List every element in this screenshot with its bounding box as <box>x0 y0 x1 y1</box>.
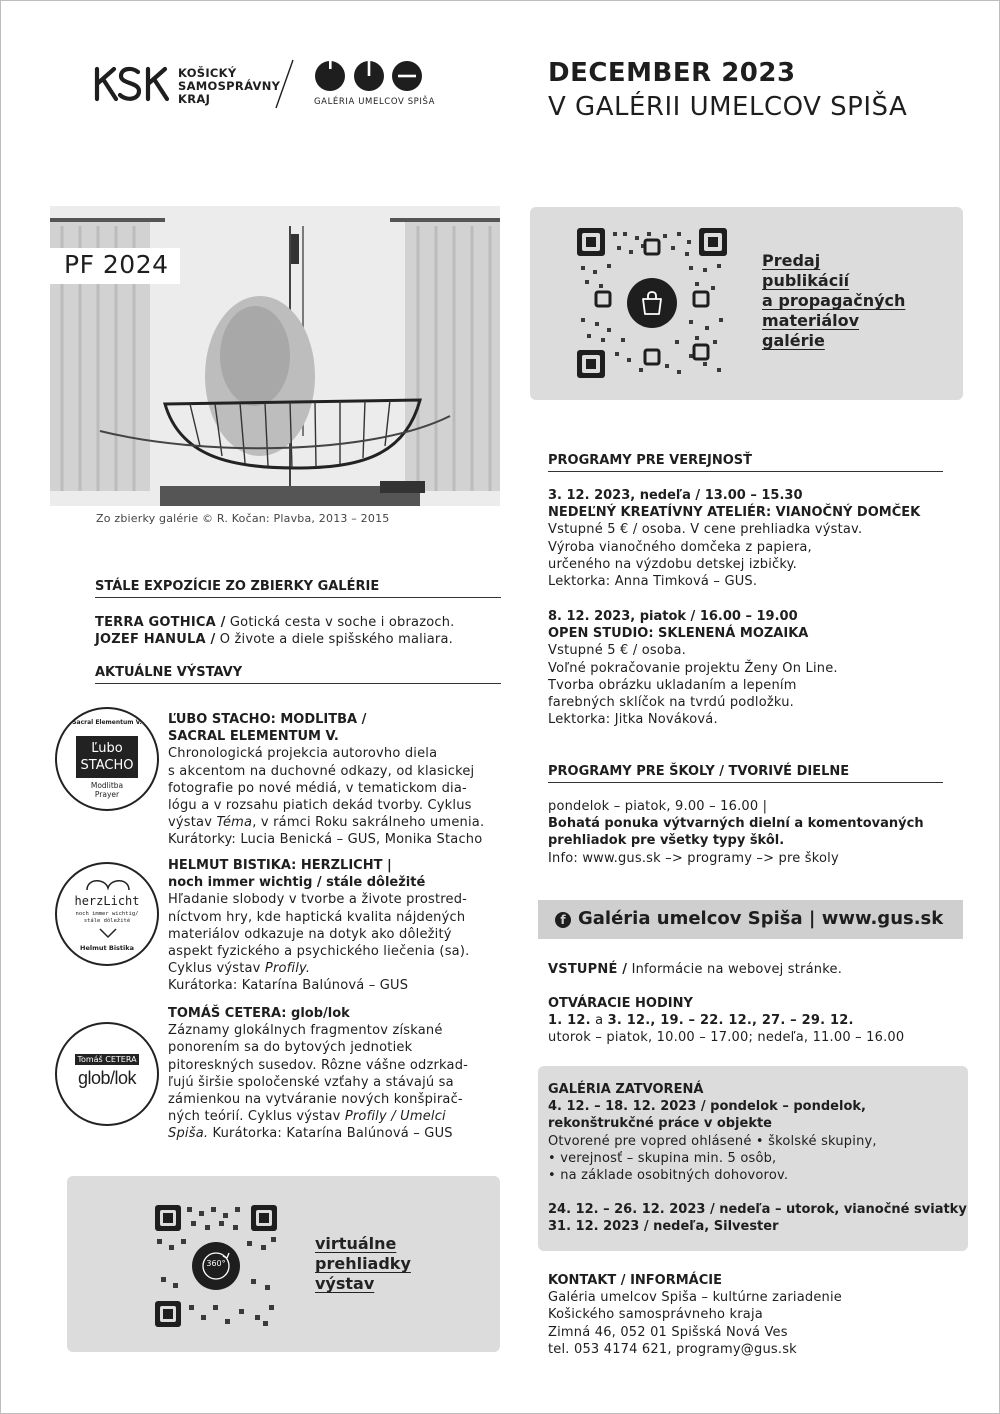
exhibition-cetera: TOMÁŠ CETERA: glob/lok Záznamy glokálnych fragmentov získané ponorením sa do bytových jednotiek pitoreskných susedov. Rôzne vášne odzrkad- ľujú širšie spoločenské vzťahy a stávajú sa zámienkou na vytváranie nových konšpirač- ných teórií. Cyklus výstav Profily / Umelci Spiša. Kurátorka: Katarína Balúnová – GUS <box>168 1006 469 1142</box>
shopping-bag-icon <box>640 290 664 316</box>
photo-caption: Zo zbierky galérie © R. Kočan: Plavba, 2013 – 2015 <box>96 512 390 525</box>
page-title: DECEMBER 2023 <box>548 58 796 88</box>
ksk-org-name: KOŠICKÝ SAMOSPRÁVNY KRAJ <box>178 66 281 106</box>
permanent-item: JOZEF HANULA / O živote a diele spišského maliara. <box>95 632 453 647</box>
closed-info: GALÉRIA ZATVORENÁ 4. 12. – 18. 12. 2023 / pondelok – pondelok, rekonštrukčné práce v objekte Otvorené pre vopred ohlásené • školské skupiny, • verejnosť – skupina min. 5 osôb, • na základe osobitných dohovorov. 24. 12. – 26. 12. 2023 / nedeľa – utorok, vianočné sviatky 31. 12. 2023 / nedeľa, Silvester <box>548 1082 967 1235</box>
public-programs-heading: PROGRAMY PRE VEREJNOSŤ <box>548 453 943 472</box>
gus-logo <box>314 60 424 94</box>
stacho-logo: Sacral Elementum V. Ľubo STACHO Modlitba Prayer <box>55 707 159 811</box>
event-item: 8. 12. 2023, piatok / 16.00 – 19.00 OPEN STUDIO: SKLENENÁ MOZAIKA Vstupné 5 € / osoba. Voľné pokračovanie projektu Ženy On Line. Tvorba obrázku ukladaním a lepením farebných sklíčok na tvrdú podložku. Lektorka: Jitka Nováková. <box>548 609 838 728</box>
virtual-tour-box <box>67 1176 500 1352</box>
logo-divider <box>273 58 297 110</box>
exhibition-herzlicht: HELMUT BISTIKA: HERZLICHT | noch immer wichtig / stále dôležité Hľadanie slobody v tvorbe a živote prostred- níctvom hry, kde haptická kvalita nájdených materiálov odkazuje na dotyk ako dôležitý aspekt fyzického a psychického liečenia (sa). Cyklus výstav Profily. Kurátorka: Katarína Balúnová – GUS <box>168 858 470 994</box>
exhibition-stacho: ĽUBO STACHO: MODLITBA / SACRAL ELEMENTUM V. Chronologická projekcia autorovho diela s akcentom na duchovné odkazy, od klasickej fotografie po nové médiá, v tematickom dia- lógu a v rozsahu piatich dekád tvorby. Cyklus výstav Téma, v rámci Roku sakrálneho umenia. Kurátorky: Lucia Benická – GUS, Monika Stacho <box>168 712 485 848</box>
pf-badge: PF 2024 <box>64 250 169 279</box>
facebook-icon: f <box>555 912 571 928</box>
school-programs-info: pondelok – piatok, 9.00 – 16.00 | Bohatá ponuka výtvarných dielní a komentovaných prehliadok pre všetky typy škôl. Info: www.gus.sk –> programy –> pre školy <box>548 799 924 866</box>
event-item: 3. 12. 2023, nedeľa / 13.00 – 15.30 NEDEĽNÝ KREATÍVNY ATELIÉR: VIANOČNÝ DOMČEK Vstupné 5 € / osoba. V cene prehliadka výstav. Výroba vianočného domčeka z papiera, určeného na výzdobu detskej izbičky. Lektorka: Anna Timková – GUS. <box>548 488 921 590</box>
virtual-tour-link[interactable]: virtuálne prehliadky výstav <box>315 1234 411 1293</box>
cetera-logo: Tomáš CETERA glob/lok <box>55 1022 159 1126</box>
page-subtitle: V GALÉRII UMELCOV SPIŠA <box>548 92 908 122</box>
contact: KONTAKT / INFORMÁCIE Galéria umelcov Spiša – kultúrne zariadenie Košického samosprávneho kraja Zimná 46, 052 01 Spišská Nová Ves tel. 053 4174 621, programy@gus.sk <box>548 1273 842 1357</box>
gus-logo-text: GALÉRIA UMELCOV SPIŠA <box>314 97 436 107</box>
admission: VSTUPNÉ / Informácie na webovej stránke. <box>548 962 843 977</box>
permanent-heading: STÁLE EXPOZÍCIE ZO ZBIERKY GALÉRIE <box>95 579 501 598</box>
shop-link[interactable]: Predaj publikácií a propagačných materiálov galérie <box>762 251 906 350</box>
permanent-item: TERRA GOTHICA / Gotická cesta v soche i obrazoch. <box>95 615 455 630</box>
360-icon-label: 360° <box>206 1259 226 1268</box>
social-bar[interactable]: f Galéria umelcov Spiša | www.gus.sk <box>538 900 963 939</box>
opening-hours: OTVÁRACIE HODINY 1. 12. a 3. 12., 19. – 22. 12., 27. – 29. 12. utorok – piatok, 10.00 – 17.00; nedeľa, 11.00 – 16.00 <box>548 996 905 1046</box>
current-heading: AKTUÁLNE VÝSTAVY <box>95 665 501 684</box>
ksk-logo <box>94 66 174 102</box>
school-programs-heading: PROGRAMY PRE ŠKOLY / TVORIVÉ DIELNE <box>548 764 943 783</box>
herzlicht-logo: herzLicht noch immer wichtig/ stále dôležité Helmut Bistika <box>55 862 159 966</box>
